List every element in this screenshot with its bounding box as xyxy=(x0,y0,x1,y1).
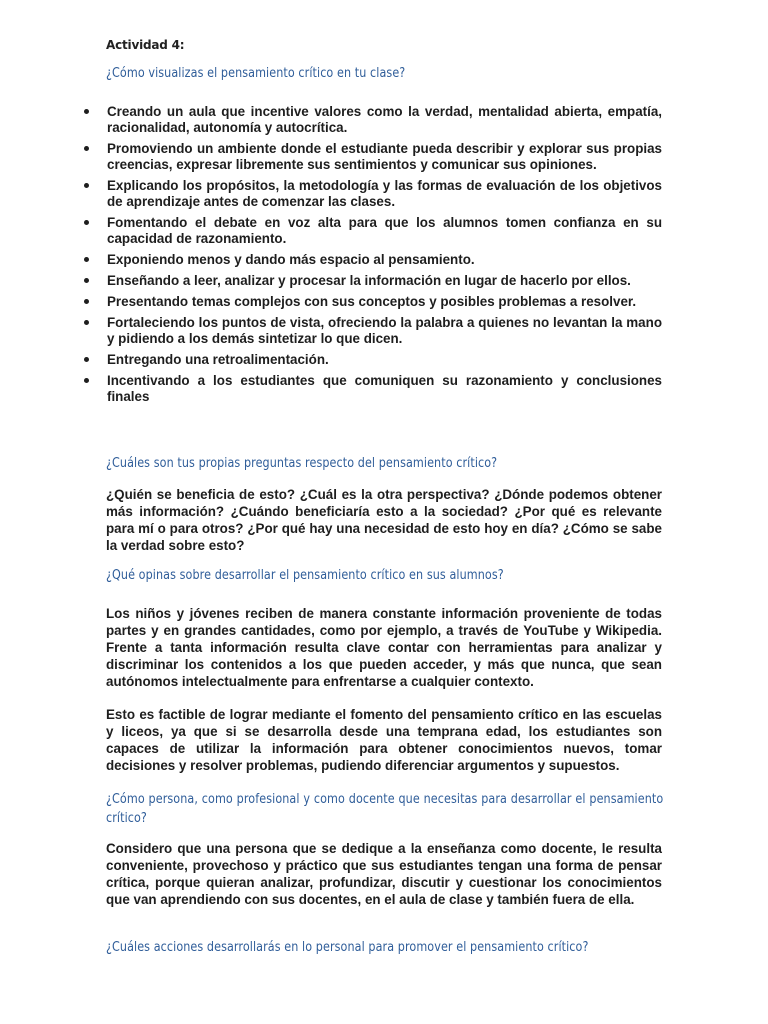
question-3-heading: ¿Qué opinas sobre desarrollar el pensamiento crítico en sus alumnos? xyxy=(106,568,504,583)
question-4-heading: ¿Cómo persona, como profesional y como docente que necesitas para desarrollar el pensamiento crítico? xyxy=(106,792,664,826)
bullet-icon xyxy=(84,146,89,151)
question-5-heading: ¿Cuáles acciones desarrollarás en lo personal para promover el pensamiento crítico? xyxy=(106,940,589,955)
bullet-icon xyxy=(84,278,89,283)
bullet-list xyxy=(84,104,662,410)
bullet-icon xyxy=(84,378,89,383)
bullet-icon xyxy=(84,109,89,114)
list-item: Explicando los propósitos, la metodología y las formas de evaluación de los objetivos de aprendizaje antes de comenzar las clases. xyxy=(84,178,662,210)
list-item: Incentivando a los estudiantes que comuniquen su razonamiento y conclusiones finales xyxy=(84,373,662,405)
answer-4-text: Considero que una persona que se dedique a la enseñanza como docente, le resulta conveniente, provechoso y práctico que sus estudiantes tengan una forma de pensar crítica, porque quieran analizar, profundizar, discutir y cuestionar los conocimientos que van aprendiendo con sus docentes, en el aula de clase y también fuera de ella. xyxy=(106,841,662,907)
list-item: Promoviendo un ambiente donde el estudiante pueda describir y explorar sus propias creencias, expresar libremente sus sentimientos y comunicar sus opiniones. xyxy=(84,141,662,173)
bullet-icon xyxy=(84,357,89,362)
bullet-icon xyxy=(84,257,89,262)
list-item: Enseñando a leer, analizar y procesar la información en lugar de hacerlo por ellos. xyxy=(84,273,662,289)
bullet-icon xyxy=(84,299,89,304)
question-1-heading: ¿Cómo visualizas el pensamiento crítico en tu clase? xyxy=(106,66,406,81)
bullet-icon xyxy=(84,220,89,225)
answer-3-paragraph-2: Esto es factible de lograr mediante el fomento del pensamiento crítico en las escuelas y liceos, ya que si se desarrolla desde una temprana edad, los estudiantes son capaces de utilizar la información para obtener conocimientos nuevos, tomar decisiones y resolver problemas, pudiendo diferenciar argumentos y supuestos. xyxy=(106,707,662,773)
list-item: Fortaleciendo los puntos de vista, ofreciendo la palabra a quienes no levantan la mano y pidiendo a los demás sintetizar lo que dicen. xyxy=(84,315,662,347)
list-item: Fomentando el debate en voz alta para que los alumnos tomen confianza en su capacidad de razonamiento. xyxy=(84,215,662,247)
activity-title: Actividad 4: xyxy=(106,38,185,52)
list-item: Exponiendo menos y dando más espacio al pensamiento. xyxy=(84,252,662,268)
bullet-icon xyxy=(84,320,89,325)
bullet-icon xyxy=(84,183,89,188)
answer-3-paragraph-1: Los niños y jóvenes reciben de manera constante información proveniente de todas partes y en grandes cantidades, como por ejemplo, a través de YouTube y Wikipedia. Frente a tanta información resulta clave contar con herramientas para analizar y discriminar los contenidos a los que pueden acceder, y más que nunca, que sean autónomos intelectualmente para enfrentarse a cualquier contexto. xyxy=(106,606,662,689)
list-item: Presentando temas complejos con sus conceptos y posibles problemas a resolver. xyxy=(84,294,662,310)
list-item: Creando un aula que incentive valores como la verdad, mentalidad abierta, empatía, racionalidad, autonomía y autocrítica. xyxy=(84,104,662,136)
question-2-heading: ¿Cuáles son tus propias preguntas respecto del pensamiento crítico? xyxy=(106,456,498,471)
answer-2-text: ¿Quién se beneficia de esto? ¿Cuál es la otra perspectiva? ¿Dónde podemos obtener más información? ¿Cuándo beneficiaría esto a la sociedad? ¿Por qué es relevante para mí o para otros? ¿Por qué hay una necesidad de esto hoy en día? ¿Cómo se sabe la verdad sobre esto? xyxy=(106,487,662,553)
list-item: Entregando una retroalimentación. xyxy=(84,352,662,368)
